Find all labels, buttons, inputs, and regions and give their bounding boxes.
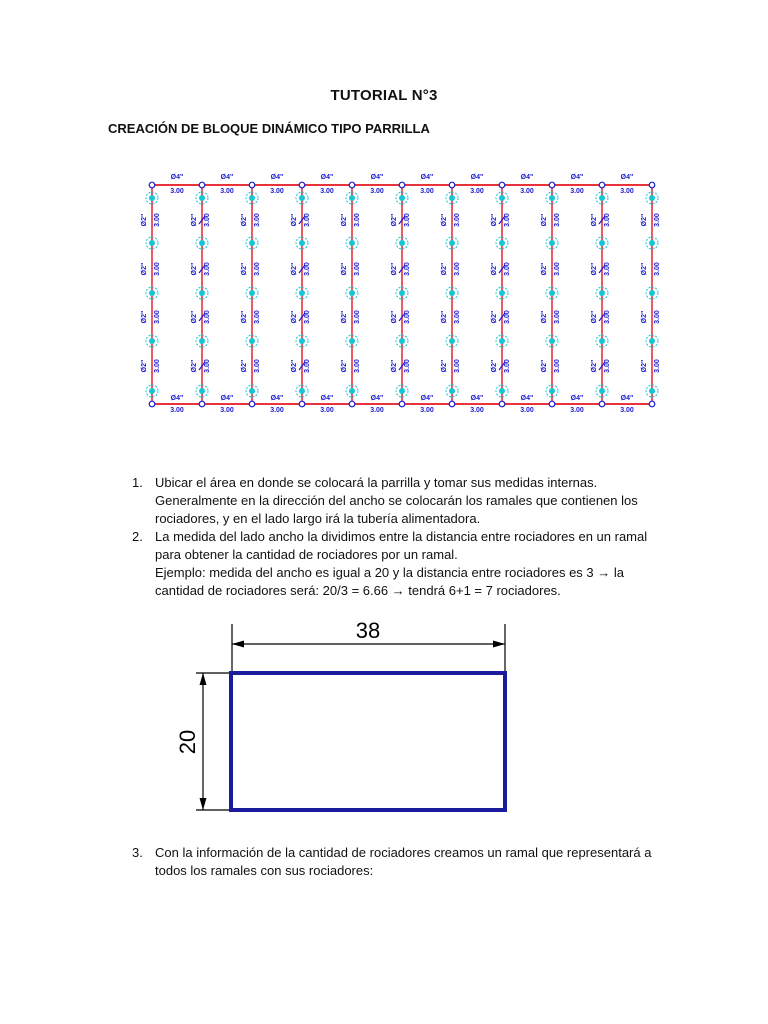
step-line: para obtener la cantidad de rociadores por un ramal. [155, 547, 458, 562]
branch-diameter-label: Ø2" [241, 262, 248, 276]
sprinkler [199, 290, 205, 296]
main-diameter-label: Ø4" [370, 395, 384, 402]
branch-length-label: 3.00 [504, 262, 511, 276]
main-diameter-label: Ø4" [320, 395, 334, 402]
branch-diameter-label: Ø2" [191, 262, 198, 276]
height-dimension-label: 20 [175, 729, 200, 755]
main-length-label: 3.00 [370, 188, 384, 195]
sprinkler [549, 388, 555, 394]
main-diameter-label: Ø4" [170, 395, 184, 402]
section-heading: CREACIÓN DE BLOQUE DINÁMICO TIPO PARRILLA [108, 121, 430, 136]
main-diameter-label: Ø4" [270, 395, 284, 402]
sprinkler [649, 388, 655, 394]
sprinkler [249, 195, 255, 201]
dimension-drawing [160, 614, 544, 824]
branch-diameter-label: Ø2" [441, 359, 448, 373]
branch-diameter-label: Ø2" [591, 310, 598, 324]
step-line: rociadores, y en el lado largo irá la tubería alimentadora. [155, 511, 481, 526]
sprinkler [349, 338, 355, 344]
dimension-figure [160, 614, 544, 824]
branch-length-label: 3.00 [204, 359, 211, 373]
branch-length-label: 3.00 [654, 359, 661, 373]
pipe-node [599, 401, 605, 407]
branch-length-label: 3.00 [254, 262, 261, 276]
branch-diameter-label: Ø2" [341, 310, 348, 324]
branch-length-label: 3.00 [604, 310, 611, 324]
sprinkler [399, 195, 405, 201]
branch-length-label: 3.00 [404, 262, 411, 276]
sprinkler [499, 195, 505, 201]
branch-diameter-label: Ø2" [441, 213, 448, 227]
branch-diameter-label: Ø2" [491, 262, 498, 276]
branch-diameter-label: Ø2" [591, 213, 598, 227]
branch-length-label: 3.00 [454, 359, 461, 373]
main-length-label: 3.00 [570, 407, 584, 414]
branch-diameter-label: Ø2" [341, 359, 348, 373]
sprinkler [149, 195, 155, 201]
main-length-label: 3.00 [170, 188, 184, 195]
main-diameter-label: Ø4" [620, 174, 634, 181]
branch-diameter-label: Ø2" [391, 262, 398, 276]
pipe-node [149, 401, 155, 407]
sprinkler [199, 240, 205, 246]
branch-diameter-label: Ø2" [641, 310, 648, 324]
branch-length-label: 3.00 [404, 359, 411, 373]
sprinkler [349, 195, 355, 201]
step-line: Ubicar el área en donde se colocará la parrilla y tomar sus medidas internas. [155, 475, 598, 490]
steps-list-a [132, 474, 672, 600]
main-length-label: 3.00 [270, 407, 284, 414]
branch-diameter-label: Ø2" [141, 213, 148, 227]
sprinkler [299, 195, 305, 201]
pipe-node [449, 182, 455, 188]
branch-diameter-label: Ø2" [141, 262, 148, 276]
main-diameter-label: Ø4" [220, 174, 234, 181]
pipe-node [349, 401, 355, 407]
branch-diameter-label: Ø2" [391, 213, 398, 227]
main-length-label: 3.00 [320, 188, 334, 195]
branch-length-label: 3.00 [204, 310, 211, 324]
main-diameter-label: Ø4" [570, 174, 584, 181]
sprinkler [549, 195, 555, 201]
main-length-label: 3.00 [370, 407, 384, 414]
sprinkler [349, 388, 355, 394]
branch-length-label: 3.00 [204, 213, 211, 227]
branch-diameter-label: Ø2" [391, 359, 398, 373]
step-item-1 [132, 474, 672, 528]
branch-diameter-label: Ø2" [391, 310, 398, 324]
branch-diameter-label: Ø2" [141, 359, 148, 373]
branch-length-label: 3.00 [404, 310, 411, 324]
pipe-node [599, 182, 605, 188]
branch-length-label: 3.00 [304, 359, 311, 373]
main-length-label: 3.00 [520, 188, 534, 195]
sprinkler [399, 240, 405, 246]
pipe-node [449, 401, 455, 407]
branch-length-label: 3.00 [304, 310, 311, 324]
branch-length-label: 3.00 [304, 213, 311, 227]
main-length-label: 3.00 [570, 188, 584, 195]
sprinkler [449, 388, 455, 394]
branch-diameter-label: Ø2" [191, 310, 198, 324]
branch-diameter-label: Ø2" [641, 262, 648, 276]
sprinkler [449, 195, 455, 201]
sprinkler [499, 388, 505, 394]
branch-diameter-label: Ø2" [541, 262, 548, 276]
sprinkler [549, 240, 555, 246]
main-diameter-label: Ø4" [320, 174, 334, 181]
main-length-label: 3.00 [320, 407, 334, 414]
sprinkler [149, 338, 155, 344]
sprinkler [649, 195, 655, 201]
branch-length-label: 3.00 [154, 213, 161, 227]
branch-diameter-label: Ø2" [541, 213, 548, 227]
sprinkler [349, 290, 355, 296]
sprinkler [149, 388, 155, 394]
branch-diameter-label: Ø2" [541, 359, 548, 373]
sprinkler [299, 338, 305, 344]
main-length-label: 3.00 [220, 407, 234, 414]
branch-diameter-label: Ø2" [191, 213, 198, 227]
main-length-label: 3.00 [170, 407, 184, 414]
pipe-node [399, 182, 405, 188]
branch-length-label: 3.00 [154, 359, 161, 373]
pipe-node [499, 182, 505, 188]
step-line: Con la información de la cantidad de rociadores creamos un ramal que representará a [155, 845, 652, 860]
main-diameter-label: Ø4" [370, 174, 384, 181]
sprinkler [599, 290, 605, 296]
sprinkler [249, 338, 255, 344]
sprinkler [599, 195, 605, 201]
branch-diameter-label: Ø2" [641, 359, 648, 373]
main-diameter-label: Ø4" [570, 395, 584, 402]
pipe-node [299, 182, 305, 188]
branch-diameter-label: Ø2" [441, 310, 448, 324]
branch-diameter-label: Ø2" [341, 213, 348, 227]
branch-length-label: 3.00 [504, 213, 511, 227]
step-number: 1. [132, 475, 143, 490]
branch-length-label: 3.00 [354, 213, 361, 227]
sprinkler [299, 388, 305, 394]
step-item-3 [132, 844, 672, 880]
branch-length-label: 3.00 [504, 310, 511, 324]
pipe-node [299, 401, 305, 407]
pipe-node [199, 401, 205, 407]
branch-length-label: 3.00 [404, 213, 411, 227]
sprinkler [299, 290, 305, 296]
branch-length-label: 3.00 [654, 262, 661, 276]
branch-length-label: 3.00 [154, 262, 161, 276]
pipe-node [649, 182, 655, 188]
sprinkler [199, 338, 205, 344]
sprinkler [499, 240, 505, 246]
branch-diameter-label: Ø2" [291, 310, 298, 324]
branch-diameter-label: Ø2" [141, 310, 148, 324]
main-length-label: 3.00 [620, 407, 634, 414]
sprinkler [349, 240, 355, 246]
steps-list-b [132, 844, 672, 880]
branch-length-label: 3.00 [654, 213, 661, 227]
pipe-node [549, 401, 555, 407]
sprinkler [449, 240, 455, 246]
branch-diameter-label: Ø2" [241, 213, 248, 227]
step-line: La medida del lado ancho la dividimos entre la distancia entre rociadores en un ramal [155, 529, 648, 544]
branch-diameter-label: Ø2" [591, 262, 598, 276]
branch-length-label: 3.00 [254, 213, 261, 227]
branch-length-label: 3.00 [604, 213, 611, 227]
branch-length-label: 3.00 [354, 262, 361, 276]
branch-length-label: 3.00 [504, 359, 511, 373]
step-number: 3. [132, 845, 143, 860]
sprinkler [599, 388, 605, 394]
sprinkler [499, 290, 505, 296]
pipe-node [199, 182, 205, 188]
branch-length-label: 3.00 [254, 310, 261, 324]
branch-length-label: 3.00 [554, 359, 561, 373]
step-line: Ejemplo: medida del ancho es igual a 20 y la distancia entre rociadores es 3 → la [155, 565, 624, 580]
step-line: cantidad de rociadores será: 20/3 = 6.66 → tendrá 6+1 = 7 rociadores. [155, 583, 561, 598]
sprinkler-grid-drawing [132, 165, 680, 437]
branch-length-label: 3.00 [604, 359, 611, 373]
branch-diameter-label: Ø2" [291, 262, 298, 276]
sprinkler [449, 290, 455, 296]
pipe-node [549, 182, 555, 188]
step-number: 2. [132, 529, 143, 544]
branch-diameter-label: Ø2" [641, 213, 648, 227]
sprinkler [549, 290, 555, 296]
main-diameter-label: Ø4" [470, 174, 484, 181]
branch-length-label: 3.00 [554, 262, 561, 276]
sprinkler [649, 338, 655, 344]
sprinkler [399, 290, 405, 296]
branch-length-label: 3.00 [204, 262, 211, 276]
main-diameter-label: Ø4" [420, 395, 434, 402]
sprinkler [199, 388, 205, 394]
branch-diameter-label: Ø2" [291, 359, 298, 373]
main-length-label: 3.00 [620, 188, 634, 195]
branch-length-label: 3.00 [354, 310, 361, 324]
sprinkler [249, 388, 255, 394]
pipe-node [149, 182, 155, 188]
pipe-node [249, 182, 255, 188]
sprinkler [199, 195, 205, 201]
pipe-node [249, 401, 255, 407]
step-item-2 [132, 528, 672, 600]
branch-length-label: 3.00 [454, 310, 461, 324]
branch-diameter-label: Ø2" [191, 359, 198, 373]
main-length-label: 3.00 [220, 188, 234, 195]
width-dimension-label: 38 [355, 618, 381, 643]
main-length-label: 3.00 [470, 407, 484, 414]
sprinkler [649, 290, 655, 296]
pipe-node [649, 401, 655, 407]
sprinkler [649, 240, 655, 246]
main-length-label: 3.00 [270, 188, 284, 195]
sprinkler [149, 290, 155, 296]
page-title: TUTORIAL N°3 [330, 87, 438, 104]
sprinkler [599, 240, 605, 246]
branch-length-label: 3.00 [454, 262, 461, 276]
sprinkler [399, 338, 405, 344]
main-diameter-label: Ø4" [270, 174, 284, 181]
sprinkler [399, 388, 405, 394]
branch-length-label: 3.00 [304, 262, 311, 276]
branch-length-label: 3.00 [354, 359, 361, 373]
main-length-label: 3.00 [520, 407, 534, 414]
sprinkler [449, 338, 455, 344]
sprinkler-grid-figure [132, 165, 680, 437]
branch-diameter-label: Ø2" [341, 262, 348, 276]
sprinkler [599, 338, 605, 344]
branch-diameter-label: Ø2" [491, 213, 498, 227]
main-diameter-label: Ø4" [170, 174, 184, 181]
branch-diameter-label: Ø2" [291, 213, 298, 227]
branch-length-label: 3.00 [154, 310, 161, 324]
grid-background [132, 165, 680, 437]
branch-diameter-label: Ø2" [491, 359, 498, 373]
branch-diameter-label: Ø2" [441, 262, 448, 276]
branch-length-label: 3.00 [554, 310, 561, 324]
main-diameter-label: Ø4" [520, 395, 534, 402]
main-diameter-label: Ø4" [470, 395, 484, 402]
main-diameter-label: Ø4" [220, 395, 234, 402]
branch-length-label: 3.00 [454, 213, 461, 227]
branch-diameter-label: Ø2" [541, 310, 548, 324]
pipe-node [499, 401, 505, 407]
sprinkler [299, 240, 305, 246]
main-diameter-label: Ø4" [420, 174, 434, 181]
main-diameter-label: Ø4" [520, 174, 534, 181]
branch-length-label: 3.00 [604, 262, 611, 276]
branch-diameter-label: Ø2" [591, 359, 598, 373]
sprinkler [149, 240, 155, 246]
sprinkler [549, 338, 555, 344]
branch-length-label: 3.00 [654, 310, 661, 324]
main-length-label: 3.00 [420, 407, 434, 414]
branch-diameter-label: Ø2" [241, 359, 248, 373]
step-line: Generalmente en la dirección del ancho se colocarán los ramales que contienen los [155, 493, 638, 508]
sprinkler [499, 338, 505, 344]
sprinkler [249, 290, 255, 296]
sprinkler [249, 240, 255, 246]
step-line: todos los ramales con sus rociadores: [155, 863, 374, 878]
branch-diameter-label: Ø2" [491, 310, 498, 324]
pipe-node [399, 401, 405, 407]
main-length-label: 3.00 [420, 188, 434, 195]
branch-diameter-label: Ø2" [241, 310, 248, 324]
pipe-node [349, 182, 355, 188]
main-length-label: 3.00 [470, 188, 484, 195]
branch-length-label: 3.00 [254, 359, 261, 373]
main-diameter-label: Ø4" [620, 395, 634, 402]
branch-length-label: 3.00 [554, 213, 561, 227]
